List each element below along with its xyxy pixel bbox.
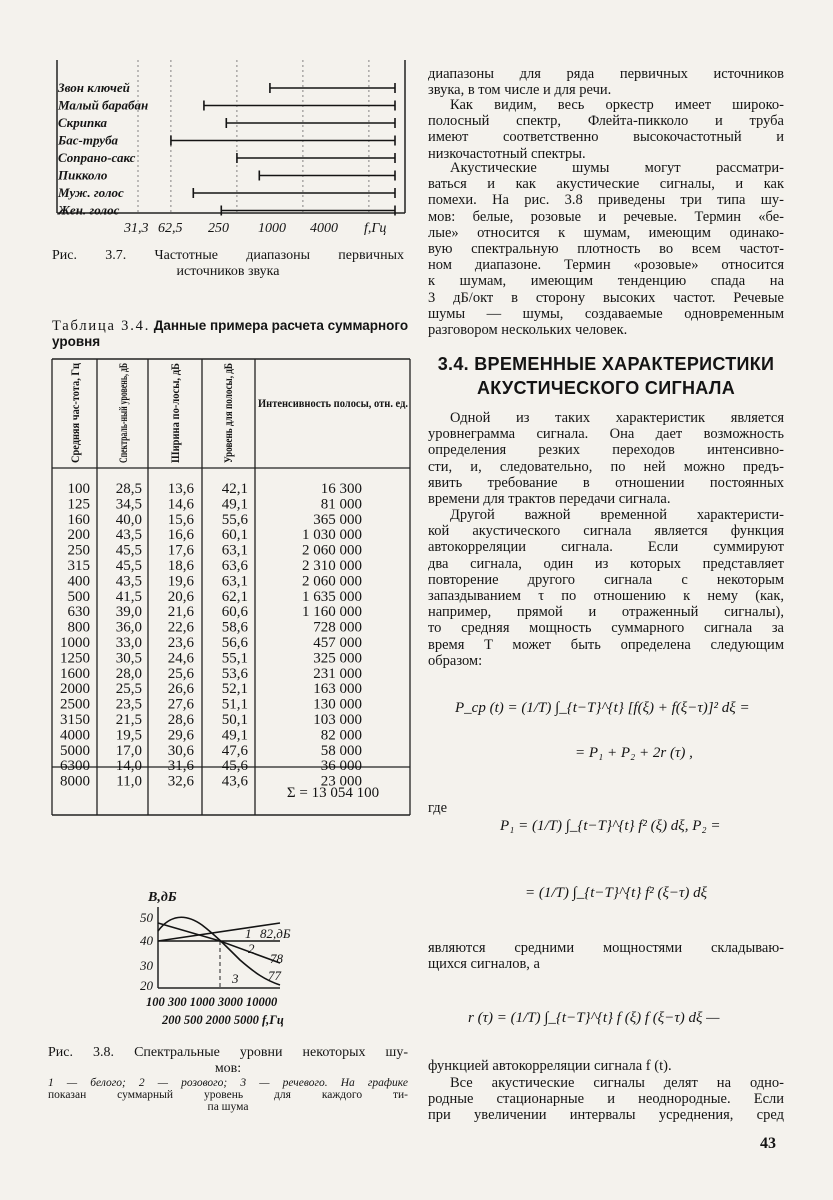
para-noise-line8: к шумам, имеющим тенденцию спада на (428, 273, 784, 290)
table34-sum: Σ = 13 054 100 (286, 785, 380, 801)
table34-cell: 728 000 (313, 619, 362, 636)
table34-cell: 14,0 (115, 758, 142, 775)
table34-cell: 30,6 (167, 742, 194, 759)
para-levelgram-line4: сти, и, следовательно, по ней можно предъ- (428, 458, 784, 475)
table34-cell: 160 (67, 511, 90, 528)
fig37-source-label: Сопрано-сакс (58, 150, 136, 165)
para-noise-line5: лые» относится к шумам, имеющим одинако- (428, 224, 784, 241)
table34-cell: 26,6 (167, 681, 194, 698)
fig37-caption-line2: источников звука (176, 264, 280, 279)
table34-cell: 17,6 (167, 542, 194, 559)
table34-cell: 29,6 (167, 727, 194, 744)
section-heading-line2: АКУСТИЧЕСКОГО СИГНАЛА (476, 378, 735, 398)
para-levelgram (428, 410, 784, 507)
table34-cell: 2 310 000 (302, 558, 362, 574)
table34-cell: 81 000 (320, 496, 362, 513)
figure-3-7-frequency-ranges (40, 60, 410, 240)
fig38-label-3: 3 (232, 971, 239, 986)
fig37-tick-31: 31,3 (124, 221, 149, 236)
table34-header-spectral: Спектраль-ный уровень, дБ (118, 316, 130, 463)
table34-header-freq: Средняя час-тота, Гц (70, 352, 82, 463)
where-label: где (428, 800, 448, 816)
para-autocorr-line10: образом: (428, 652, 483, 669)
fig37-source-label: Пикколо (58, 167, 108, 183)
table34-cell: 1250 (60, 650, 90, 667)
table34-cell: 315 (67, 558, 90, 574)
para-levelgram-line3: определения резких переходов интенсивно- (428, 442, 784, 459)
equation-autocorr: r (τ) = (1/T) ∫_{t−T}^{t} f (ξ) f (ξ−τ) dξ — (468, 1010, 720, 1026)
table34-cell: 42,1 (221, 481, 248, 497)
table34-cell: 130 000 (313, 696, 362, 713)
fig38-label-1: 1 (245, 926, 252, 941)
table34-cell: 63,1 (221, 573, 248, 590)
table34-cell: 45,6 (221, 758, 248, 775)
table34-cell: 365 000 (313, 511, 362, 528)
para-noise-line10: шумы — шумы, создаваемые одновременным (428, 305, 784, 322)
table34-cell: 21,5 (115, 712, 142, 728)
para-autocorr-line8: то средняя мощность суммарного сигнала за (428, 620, 784, 637)
table34-cell: 47,6 (221, 742, 248, 759)
table34-cell: 45,5 (115, 542, 142, 559)
table34-cell: 32,6 (167, 773, 194, 790)
fig38-label-78: 78 (270, 951, 283, 966)
para-ranges-line1: диапазоны для ряда первичных источников (428, 66, 784, 82)
table34-header-intensity: Интенсивность полосы, отн. ед. (258, 396, 408, 410)
para-autocorr-line5: повторение другого сигнала с некоторым (428, 571, 784, 588)
table34-cell: 58 000 (320, 742, 362, 759)
table34-cell: 43,6 (221, 773, 248, 790)
para-autocorr (428, 507, 784, 669)
table34-cell: 63,1 (221, 542, 248, 559)
table34-cell: 53,6 (221, 665, 248, 682)
table34-cell: 1 030 000 (302, 527, 362, 544)
table34-cell: 23,6 (167, 635, 194, 651)
table34-cell: 15,6 (167, 511, 194, 528)
table34-title-label: Таблица 3.4. (52, 318, 151, 334)
fig38-curve-pink (158, 941, 280, 963)
fig37-tick-1000: 1000 (258, 221, 286, 236)
fig37-axis-unit: f,Гц (364, 221, 387, 236)
table34-cell: 58,6 (221, 619, 248, 636)
fig38-label-82: 82,дБ (260, 926, 291, 941)
figure-3-8-noise-spectra (130, 885, 330, 1035)
para-autocorr-line2: кой акустического сигнала является функция (428, 523, 784, 540)
fig37-tick-4000: 4000 (310, 221, 338, 236)
fig37-tick-62: 62,5 (158, 221, 183, 236)
table34-cell: 2 060 000 (302, 573, 362, 590)
table34-cell: 400 (67, 573, 90, 590)
para-noise-line3: помехи. На рис. 3.8 приведены три типа шу- (428, 192, 784, 209)
fig38-label-2: 2 (248, 941, 255, 956)
para-mean-power-line1: являются средними мощностями складываю- (428, 940, 784, 956)
table34-cell: 6300 (60, 758, 90, 775)
table34-cell: 800 (67, 619, 90, 636)
fig38-xticks-bottom: 200 500 2000 5000 f,Гц (162, 1013, 284, 1027)
para-orchestra-line3: имеют соответственно высокочастотный и (428, 129, 784, 146)
table34-cell: 23 000 (320, 773, 362, 790)
fig38-caption-line1: Рис. 3.8. Спектральные уровни некоторых шу- (48, 1045, 408, 1060)
table34-cell: 49,1 (221, 496, 248, 513)
table34-cell: 16 300 (320, 481, 362, 497)
table34-cell: 19,6 (167, 573, 194, 590)
fig38-ylabel: B,дБ (148, 890, 177, 905)
para-autocorr-line7: например, прямой и отраженный сигналы), (428, 604, 784, 621)
para-noise (428, 160, 784, 338)
table34-cell: 250 (67, 542, 90, 559)
table34-cell: 325 000 (313, 650, 362, 667)
table34-cell: 3150 (60, 712, 90, 728)
table34-cell: 22,6 (167, 619, 194, 636)
table34-cell: 1 635 000 (302, 588, 362, 605)
fig38-ytick-40: 40 (140, 933, 153, 948)
table34-cell: 19,5 (115, 727, 142, 744)
table34-cell: 28,6 (167, 712, 194, 728)
para-ranges-line2: звука, в том числе и для речи. (428, 82, 612, 99)
fig37-source-label: Жен. голос (58, 202, 120, 218)
table34-cell: 2500 (60, 696, 90, 713)
table34-header-bandlevel: Уровень для полосы, дБ (223, 337, 235, 463)
table34-cell: 24,6 (167, 650, 194, 667)
fig38-legend-line3: па шума (207, 1101, 249, 1113)
para-noise-line6: вую спектральную плотность во всем частот- (428, 241, 784, 258)
para-mean-power-line2: щихся сигналов, а (428, 956, 540, 973)
para-noise-line4: мов: белые, розовые и речевые. Термин «бе- (428, 208, 784, 225)
table34-cell: 16,6 (167, 527, 194, 544)
section-heading-line1: 3.4. ВРЕМЕННЫЕ ХАРАКТЕРИСТИКИ (437, 354, 775, 374)
table34-cell: 43,5 (115, 527, 142, 544)
table34-cell: 25,5 (115, 681, 142, 698)
table34-cell: 56,6 (221, 635, 248, 651)
fig38-legend-line2: показан суммарный уровень для каждого ти- (48, 1089, 408, 1101)
table34-cell: 31,6 (167, 758, 194, 775)
para-stationary-line3: при увеличении интервалы усреднения, сред (428, 1107, 784, 1124)
equation-power-line2: = P₁ + P₂ + 2r (τ) , (575, 745, 693, 761)
para-levelgram-line2: уровнеграмма сигнала. Она дает возможность (428, 426, 784, 443)
table34-cell: 28,5 (115, 481, 142, 497)
para-autocorr-line6: запаздыванием τ по отношению к нему (как, (428, 588, 784, 605)
table34-cell: 28,0 (115, 665, 142, 682)
table34-cell: 500 (67, 588, 90, 605)
para-autocorr-fn-line1: функцией автокорреляции сигнала f (t). (428, 1058, 672, 1074)
table34-cell: 1000 (60, 635, 90, 651)
fig38-ytick-30: 30 (140, 958, 153, 973)
table34-cell: 40,0 (115, 511, 142, 528)
fig38-legend-line1: 1 — белого; 2 — розового; 3 — речевого. На графике (48, 1077, 408, 1089)
table34-cell: 30,5 (115, 650, 142, 667)
table34-cell: 125 (67, 496, 90, 513)
para-ranges (428, 66, 784, 98)
table34-cell: 21,6 (167, 604, 194, 621)
para-noise-line9: 3 дБ/окт в сторону высоких частот. Речевые (428, 289, 784, 306)
table34-cell: 2 060 000 (302, 542, 362, 559)
fig38-xticks-top: 100 300 1000 3000 10000 (146, 995, 278, 1009)
table34-cell: 33,0 (115, 635, 142, 651)
fig37-source-label: Бас-труба (58, 132, 119, 148)
para-autocorr-line1: Другой важной временной характеристи- (450, 507, 784, 523)
equation-p1-line2: = (1/T) ∫_{t−T}^{t} f² (ξ−τ) dξ (525, 885, 708, 901)
fig38-label-77: 77 (268, 968, 281, 983)
table34-cell: 36 000 (320, 758, 362, 775)
fig37-source-label: Звон ключей (58, 80, 130, 95)
table34-cell: 1600 (60, 665, 90, 682)
table34-cell: 231 000 (313, 665, 362, 682)
para-noise-line7: ном диапазоне. Термин «розовые» относится (428, 257, 784, 274)
table34-cell: 45,5 (115, 558, 142, 574)
table34-cell: 163 000 (313, 681, 362, 698)
para-orchestra (428, 97, 784, 162)
fig37-source-label: Малый барабан (58, 97, 149, 113)
para-autocorr-fn (428, 1058, 784, 1074)
fig38-caption (48, 1045, 408, 1113)
table34-title-text: Данные примера расчета суммарного уровня (52, 318, 409, 349)
para-stationary (428, 1075, 784, 1124)
table34-cell: 39,0 (115, 604, 142, 621)
fig37-source-label: Скрипка (58, 115, 107, 130)
table34-cell: 5000 (60, 742, 90, 759)
fig38-ytick-50: 50 (140, 910, 153, 925)
equation-power-line1: P_ср (t) = (1/T) ∫_{t−T}^{t} [f(ξ) + f(ξ−τ)]² dξ = (455, 700, 750, 716)
table34-cell: 63,6 (221, 558, 248, 574)
equation-p1-line1: P₁ = (1/T) ∫_{t−T}^{t} f² (ξ) dξ, P₂ = (500, 818, 721, 834)
table34-cell: 51,1 (221, 696, 248, 713)
para-mean-power (428, 940, 784, 972)
table34-cell: 200 (67, 527, 90, 544)
table34-cell: 41,5 (115, 588, 142, 605)
table34-cell: 2000 (60, 681, 90, 698)
para-levelgram-line5: явить требование в отношении постоянных (428, 474, 784, 491)
section-heading (428, 352, 784, 400)
fig37-caption-line1: Рис. 3.7. Частотные диапазоны первичных (52, 248, 404, 263)
table34-cell: 62,1 (221, 588, 248, 605)
table34-cell: 100 (67, 481, 90, 497)
para-levelgram-line1: Одной из таких характеристик является (450, 410, 784, 426)
table34-cell: 18,6 (167, 558, 194, 574)
para-noise-line2: ваться и как акустические сигналы, и как (428, 176, 784, 193)
fig37-caption (52, 248, 404, 280)
table34-cell: 4000 (60, 727, 90, 744)
table34-cell: 23,5 (115, 696, 142, 713)
table34-cell: 14,6 (167, 496, 194, 513)
table34-cell: 27,6 (167, 696, 194, 713)
fig38-ytick-20: 20 (140, 978, 153, 993)
table34-cell: 82 000 (320, 727, 362, 744)
para-autocorr-line9: время T может быть определена следующим (428, 636, 784, 653)
table34-cell: 11,0 (116, 773, 142, 790)
table34-cell: 13,6 (167, 481, 194, 497)
fig38-caption-line2: мов: (214, 1061, 242, 1076)
table34-title (52, 318, 412, 350)
table34-cell: 1 160 000 (302, 604, 362, 621)
table34-cell: 52,1 (221, 681, 248, 698)
table34-cell: 55,1 (221, 650, 248, 667)
table34-cell: 457 000 (313, 635, 362, 651)
fig37-source-label: Муж. голос (58, 185, 124, 200)
table34-cell: 34,5 (115, 496, 142, 513)
para-levelgram-line6: времени для трактов передачи сигнала. (428, 491, 671, 508)
table34-cell: 20,6 (167, 588, 194, 605)
table34-cell: 60,6 (221, 604, 248, 621)
page-number: 43 (760, 1135, 776, 1152)
table34-cell: 43,5 (115, 573, 142, 590)
para-orchestra-line2: полосный спектр, Флейта-пикколо и труба (428, 113, 784, 130)
para-noise-line1: Акустические шумы могут рассматри- (450, 160, 784, 176)
table34-cell: 36,0 (115, 619, 142, 636)
para-orchestra-line1: Как видим, весь оркестр имеет широко- (450, 97, 784, 113)
fig37-tick-250: 250 (208, 221, 229, 236)
table34-cell: 50,1 (221, 712, 248, 728)
para-noise-line11: разговором нескольких человек. (428, 322, 628, 339)
table34-cell: 630 (67, 604, 90, 621)
para-autocorr-line4: два сигнала, один из которых представляет (428, 555, 784, 572)
table34-cell: 103 000 (313, 712, 362, 728)
table34-cell: 17,0 (115, 742, 142, 759)
para-orchestra-line4: низкочастотный спектры. (428, 145, 586, 162)
table34-cell: 60,1 (221, 527, 248, 544)
table34-header-bandwidth: Ширина по-лосы, дБ (170, 353, 182, 463)
table34-cell: 8000 (60, 773, 90, 790)
table34-cell: 49,1 (221, 727, 248, 744)
para-stationary-line1: Все акустические сигналы делят на одно- (450, 1075, 784, 1091)
table34-cell: 25,6 (167, 665, 194, 682)
para-autocorr-line3: автокорреляции сигнала. Если суммируют (428, 539, 784, 556)
para-stationary-line2: родные стационарные и неоднородные. Если (428, 1091, 784, 1108)
table34-cell: 55,6 (221, 511, 248, 528)
